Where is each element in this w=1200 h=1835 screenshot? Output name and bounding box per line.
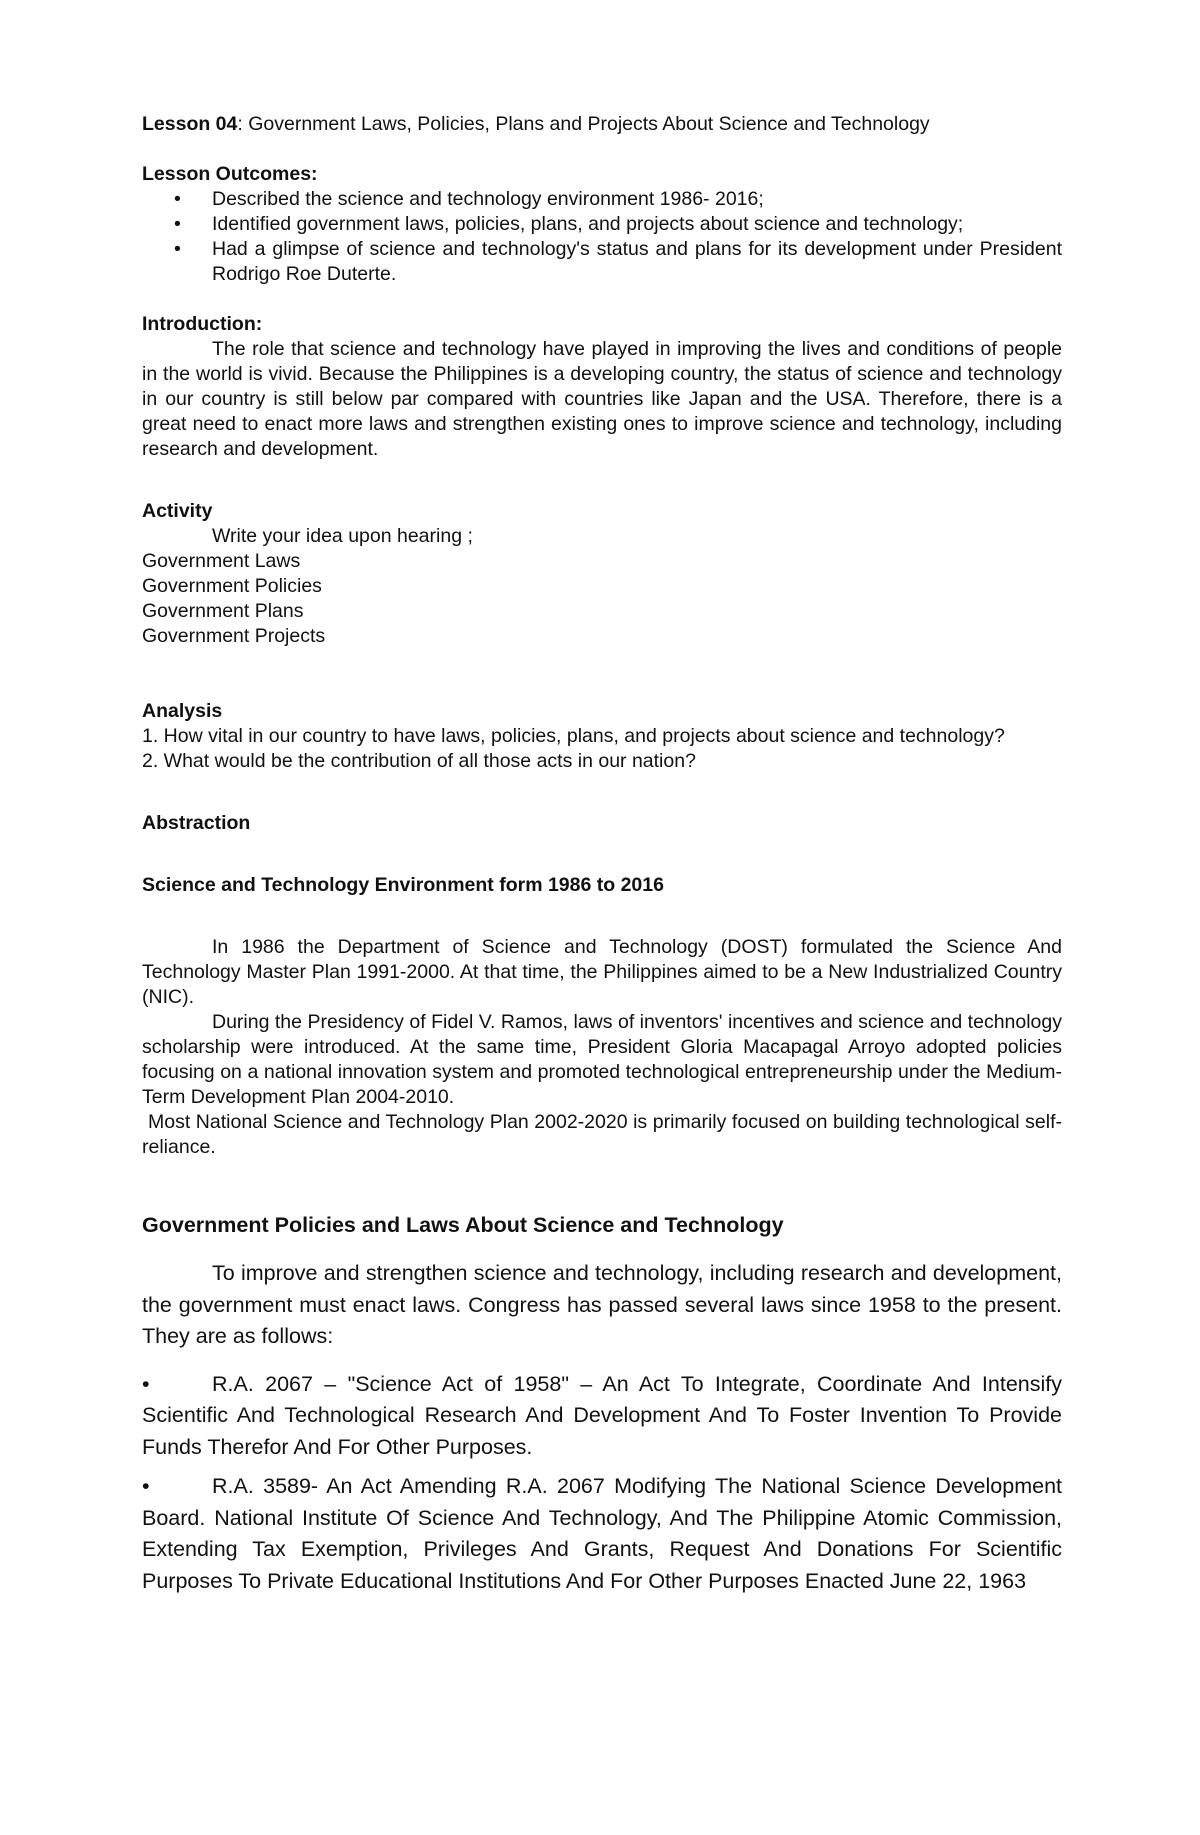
bullet-icon: • <box>174 213 181 235</box>
policies-intro: To improve and strengthen science and technology, including research and development, the government must enact laws. Congress has passed several laws since 1958 to the present. They are as follows: <box>142 1261 1062 1348</box>
law-item <box>142 1471 1062 1597</box>
lesson-title-text: : Government Laws, Policies, Plans and Projects About Science and Technology <box>237 113 930 135</box>
outcome-text: Had a glimpse of science and technology's status and plans for its development under President Rodrigo Roe Duterte. <box>212 238 1062 285</box>
bullet-icon: • <box>142 1474 150 1498</box>
abstraction-paragraph-3: Most National Science and Technology Plan 2002-2020 is primarily focused on building technological self-reliance. <box>142 1111 1062 1158</box>
activity-heading: Activity <box>142 500 213 522</box>
outcomes-heading: Lesson Outcomes: <box>142 163 318 185</box>
outcome-text: Identified government laws, policies, plans, and projects about science and technology; <box>212 213 964 235</box>
analysis-question-2: 2. What would be the contribution of all those acts in our nation? <box>142 750 696 772</box>
analysis-heading: Analysis <box>142 700 223 722</box>
activity-item: Government Projects <box>142 625 326 647</box>
outcome-text: Described the science and technology environment 1986- 2016; <box>212 188 764 210</box>
activity-item: Government Policies <box>142 575 322 597</box>
activity-prompt: Write your idea upon hearing ; <box>212 525 473 547</box>
law-item <box>142 1369 1062 1464</box>
abstraction-subheading: Science and Technology Environment form 1986 to 2016 <box>142 874 664 896</box>
document-page <box>142 112 1062 1597</box>
law-text: R.A. 2067 – "Science Act of 1958" – An Act To Integrate, Coordinate And Intensify Scientific And Technological Research And Development And To Foster Invention To Provide Funds Therefor And For Other Purposes. <box>142 1371 1062 1459</box>
lesson-title <box>142 112 1062 137</box>
introduction-text: The role that science and technology have played in improving the lives and conditions of people in the world is vivid. Because the Philippines is a developing country, the status of science and technology in our country is still below par compared with countries like Japan and the USA. Therefore, there is a great need to enact more laws and strengthen existing ones to improve science and technology, including research and development. <box>142 338 1062 460</box>
activity-item: Government Laws <box>142 550 301 572</box>
law-text: R.A. 3589- An Act Amending R.A. 2067 Modifying The National Science Development Board. National Institute Of Science And Technology, And The Philippine Atomic Commission, Extending Tax Exemption, Privileges And Grants, Request And Donations For Scientific Purposes To Private Educational Institutions And For Other Purposes Enacted June 22, 1963 <box>142 1474 1062 1593</box>
introduction-heading: Introduction: <box>142 313 263 335</box>
bullet-icon: • <box>174 238 181 260</box>
policies-heading: Government Policies and Laws About Science and Technology <box>142 1213 784 1237</box>
list-item <box>142 187 1062 212</box>
outcomes-list <box>142 187 1062 287</box>
abstraction-paragraph-1: In 1986 the Department of Science and Technology (DOST) formulated the Science And Technology Master Plan 1991-2000. At that time, the Philippines aimed to be a New Industrialized Country (NIC). <box>142 936 1062 1008</box>
analysis-question-1: 1. How vital in our country to have laws, policies, plans, and projects about science and technology? <box>142 725 1005 747</box>
abstraction-heading: Abstraction <box>142 812 251 834</box>
abstraction-paragraph-2: During the Presidency of Fidel V. Ramos, laws of inventors' incentives and science and technology scholarship were introduced. At the same time, President Gloria Macapagal Arroyo adopted policies focusing on a national innovation system and promoted technological entrepreneurship under the Medium- Term Development Plan 2004-2010. <box>142 1011 1062 1108</box>
lesson-label: Lesson 04 <box>142 113 238 135</box>
bullet-icon: • <box>142 1371 150 1396</box>
list-item <box>142 212 1062 237</box>
list-item <box>142 237 1062 287</box>
bullet-icon: • <box>174 188 181 210</box>
activity-item: Government Plans <box>142 600 304 622</box>
